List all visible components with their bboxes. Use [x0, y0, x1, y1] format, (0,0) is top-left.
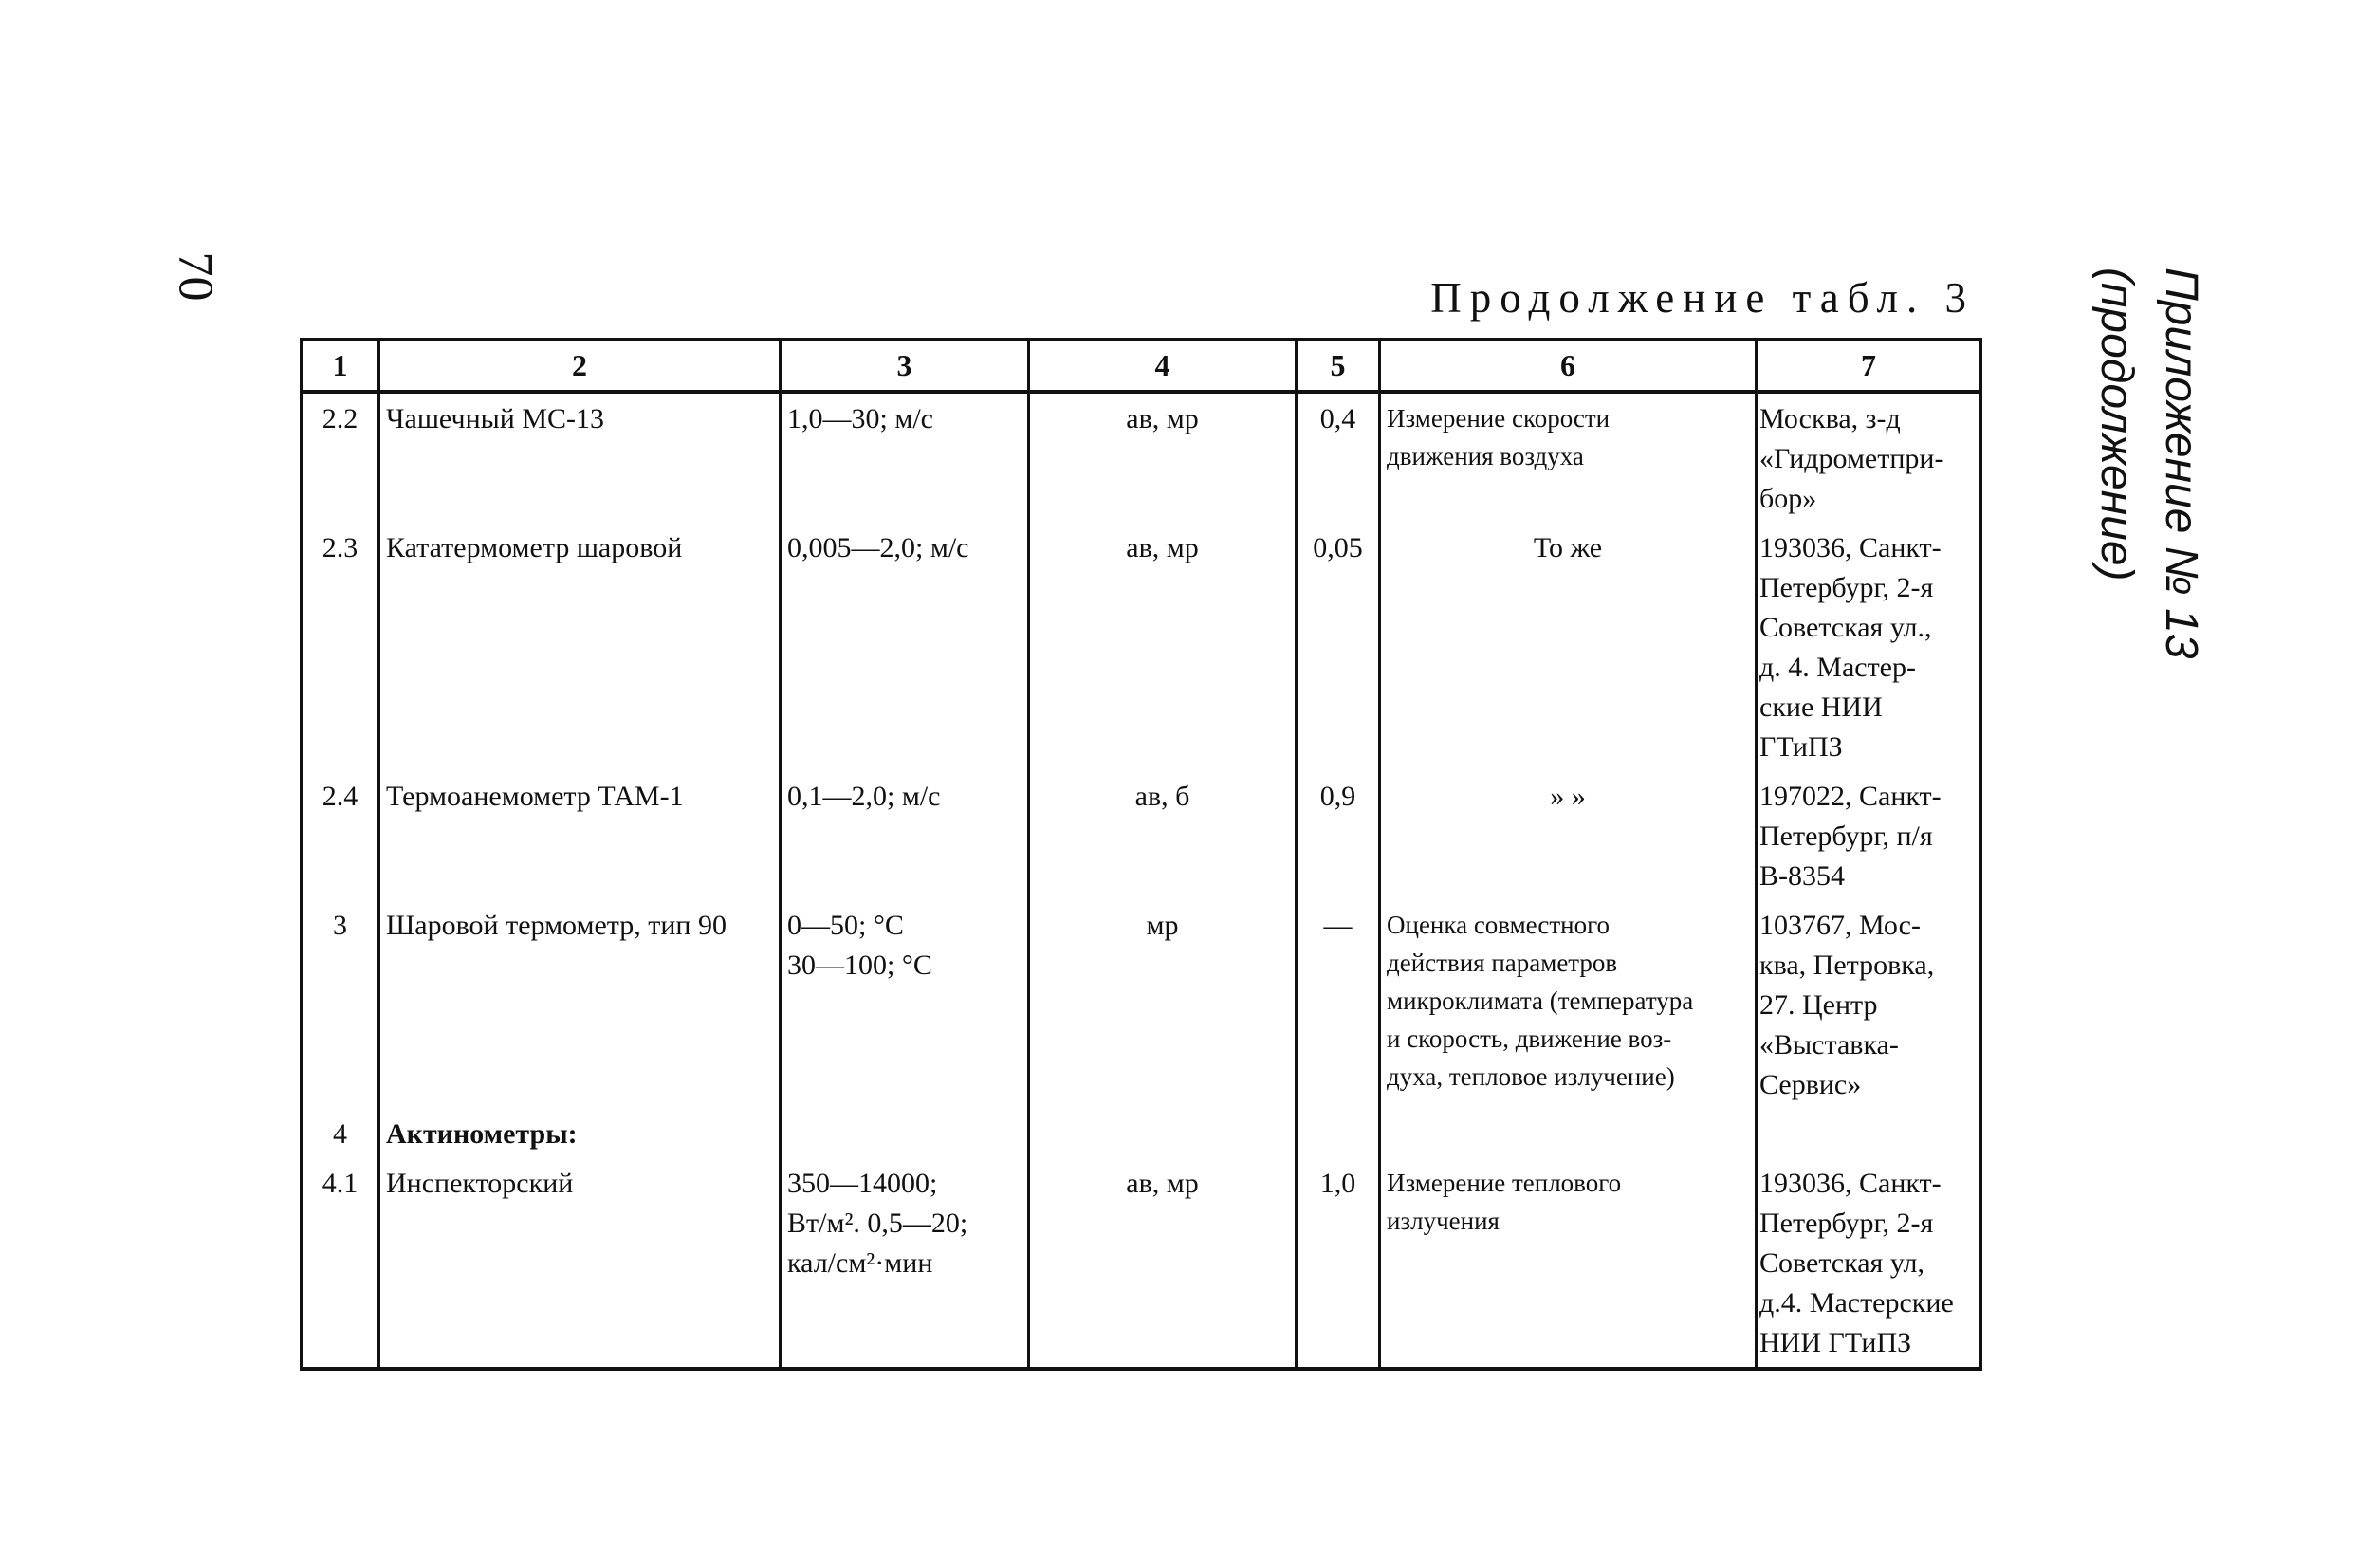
measure-range: 350—14000; Вт/м². 0,5—20; кал/см²·мин — [781, 1158, 1029, 1369]
instrument-type — [1029, 1109, 1297, 1158]
error-value — [1297, 1109, 1380, 1158]
column-header: 5 — [1297, 340, 1380, 393]
manufacturer — [1757, 1109, 1981, 1158]
instrument-name: Шаровой термометр, тип 90 — [379, 900, 781, 1109]
column-header: 3 — [781, 340, 1029, 393]
instrument-name: Инспекторский — [379, 1158, 781, 1369]
column-header: 2 — [379, 340, 781, 393]
purpose: Измерение теплового излучения — [1380, 1158, 1757, 1369]
row-number: 4 — [302, 1109, 379, 1158]
continuation-title: Продолжение табл. 3 — [1430, 274, 1975, 322]
purpose: То же — [1380, 523, 1757, 771]
instrument-type: ав, мр — [1029, 1158, 1297, 1369]
error-value: 0,4 — [1297, 392, 1380, 523]
instruments-table — [300, 338, 1982, 1371]
instrument-type: мр — [1029, 900, 1297, 1109]
instrument-name: Чашечный МС-13 — [379, 392, 781, 523]
instrument-type: ав, мр — [1029, 392, 1297, 523]
table-row — [302, 771, 1981, 900]
error-value: 1,0 — [1297, 1158, 1380, 1369]
table-header-row — [302, 340, 1981, 393]
measure-range: 1,0—30; м/с — [781, 392, 1029, 523]
row-number: 2.3 — [302, 523, 379, 771]
manufacturer: 193036, Санкт- Петербург, 2-я Советская ул, д.4. Мастерские НИИ ГТиПЗ — [1757, 1158, 1981, 1369]
instrument-name: Термоанемометр ТАМ-1 — [379, 771, 781, 900]
column-header: 4 — [1029, 340, 1297, 393]
table-row — [302, 1158, 1981, 1369]
table-row — [302, 392, 1981, 523]
column-header: 6 — [1380, 340, 1757, 393]
row-number: 3 — [302, 900, 379, 1109]
table-row — [302, 900, 1981, 1109]
column-header: 7 — [1757, 340, 1981, 393]
measure-range: 0,005—2,0; м/с — [781, 523, 1029, 771]
instrument-group-name: Актинометры: — [379, 1109, 781, 1158]
measure-range: 0,1—2,0; м/с — [781, 771, 1029, 900]
instrument-name: Кататермометр шаровой — [379, 523, 781, 771]
instrument-type: ав, мр — [1029, 523, 1297, 771]
purpose: » » — [1380, 771, 1757, 900]
purpose: Измерение скорости движения воздуха — [1380, 392, 1757, 523]
manufacturer: 103767, Мос- ква, Петровка, 27. Центр «Выставка- Сервис» — [1757, 900, 1981, 1109]
error-value: — — [1297, 900, 1380, 1109]
appendix-label — [2071, 267, 2213, 666]
error-value: 0,05 — [1297, 523, 1380, 771]
page-number: 70 — [168, 251, 223, 302]
measure-range — [781, 1109, 1029, 1158]
error-value: 0,9 — [1297, 771, 1380, 900]
purpose — [1380, 1109, 1757, 1158]
instrument-type: ав, б — [1029, 771, 1297, 900]
purpose: Оценка совместного действия параметров микроклимата (температура и скорость, движение воз- духа, тепловое излучение) — [1380, 900, 1757, 1109]
appendix-title: Приложение № 13 — [2156, 267, 2206, 659]
row-number: 2.2 — [302, 392, 379, 523]
measure-range: 0—50; °С 30—100; °С — [781, 900, 1029, 1109]
column-header: 1 — [302, 340, 379, 393]
row-number: 4.1 — [302, 1158, 379, 1369]
table-row — [302, 1109, 1981, 1158]
manufacturer: 193036, Санкт- Петербург, 2-я Советская ул., д. 4. Мастер- ские НИИ ГТиПЗ — [1757, 523, 1981, 771]
table-row — [302, 523, 1981, 771]
appendix-subtitle: (продолжение) — [2091, 267, 2142, 581]
row-number: 2.4 — [302, 771, 379, 900]
manufacturer: 197022, Санкт- Петербург, п/я В-8354 — [1757, 771, 1981, 900]
manufacturer: Москва, з-д «Гидрометпри- бор» — [1757, 392, 1981, 523]
